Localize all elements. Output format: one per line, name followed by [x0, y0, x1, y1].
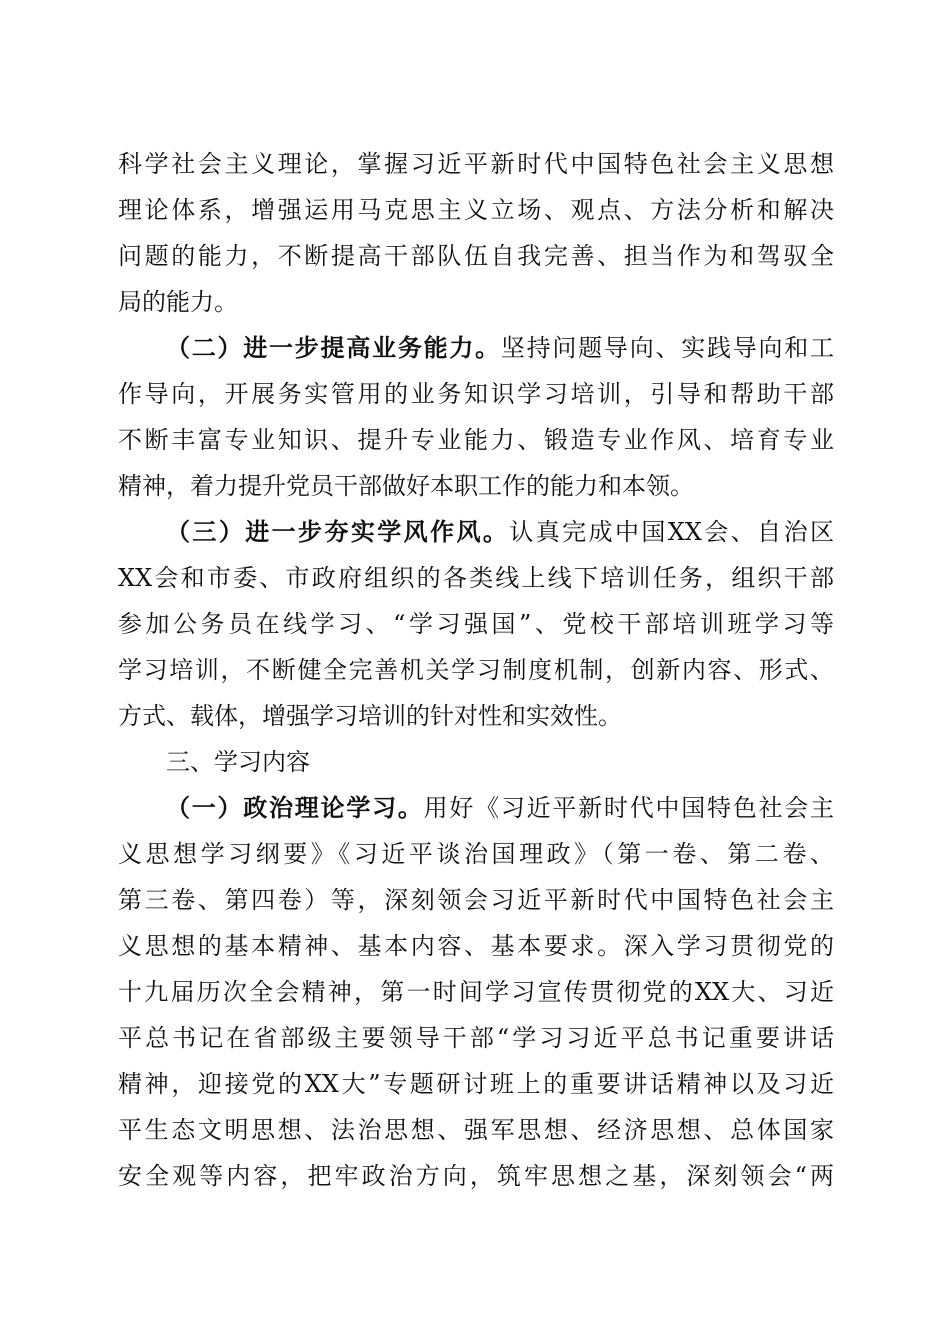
- paragraph-theory: [118, 141, 834, 325]
- text-line: 不断丰富专业知识、提升专业能力、锻造专业作风、培育专业: [118, 426, 834, 454]
- text-line: 第三卷、第四卷）等，深刻领会习近平新时代中国特色社会主: [118, 886, 834, 914]
- paragraph-heading: （三）进一步夯实学风作风。: [166, 517, 510, 546]
- text-line: 平总书记在省部级主要领导干部“学习习近平总书记重要讲话: [118, 1024, 834, 1052]
- text-line: 参加公务员在线学习、“学习强国”、党校干部培训班学习等: [118, 610, 834, 638]
- text-line: 学习培训，不断健全完善机关学习制度机制，创新内容、形式、: [118, 656, 834, 684]
- text-run: 用好《习近平新时代中国特色社会主: [423, 794, 835, 822]
- text-line: 平生态文明思想、法治思想、强军思想、经济思想、总体国家: [118, 1116, 834, 1144]
- paragraph-heading: （二）进一步提高业务能力。: [166, 333, 501, 362]
- section-heading: 三、学习内容: [166, 748, 310, 776]
- text-line: 义思想学习纲要》《习近平谈治国理政》（第一卷、第二卷、: [118, 840, 834, 868]
- paragraph-heading: （一）政治理论学习。: [166, 793, 424, 822]
- paragraph-first-line: [118, 785, 834, 831]
- text-line: 科学社会主义理论，掌握习近平新时代中国特色社会主义思想: [118, 150, 834, 178]
- text-line: 安全观等内容，把牢政治方向，筑牢思想之基，深刻领会“两: [118, 1162, 834, 1190]
- text-line: 精神，着力提升党员干部做好本职工作的能力和本领。: [118, 472, 694, 500]
- document-body: [118, 141, 834, 1199]
- text-line: 精神，迎接党的XX大”专题研讨班上的重要讲话精神以及习近: [118, 1070, 834, 1098]
- text-line: 义思想的基本精神、基本内容、基本要求。深入学习贯彻党的: [118, 932, 834, 960]
- text-line: 方式、载体，增强学习培训的针对性和实效性。: [118, 702, 622, 730]
- paragraph-first-line: [118, 509, 834, 555]
- text-line: 十九届历次全会精神，第一时间学习宣传贯彻党的XX大、习近: [118, 978, 834, 1006]
- text-line: 问题的能力，不断提高干部队伍自我完善、担当作为和驾驭全: [118, 242, 834, 270]
- text-line: 理论体系，增强运用马克思主义立场、观点、方法分析和解决: [118, 196, 834, 224]
- text-line: XX会和市委、市政府组织的各类线上线下培训任务，组织干部: [118, 564, 834, 592]
- text-line: 作导向，开展务实管用的业务知识学习培训，引导和帮助干部: [118, 380, 834, 408]
- paragraph-first-line: [118, 325, 834, 371]
- paragraph-study-style: [118, 509, 834, 739]
- paragraph-political-theory: [118, 785, 834, 1199]
- text-run: 认真完成中国XX会、自治区: [509, 518, 835, 546]
- paragraph-business-ability: [118, 325, 834, 509]
- text-run: 坚持问题导向、实践导向和工: [500, 334, 835, 362]
- text-line: 局的能力。: [118, 288, 238, 316]
